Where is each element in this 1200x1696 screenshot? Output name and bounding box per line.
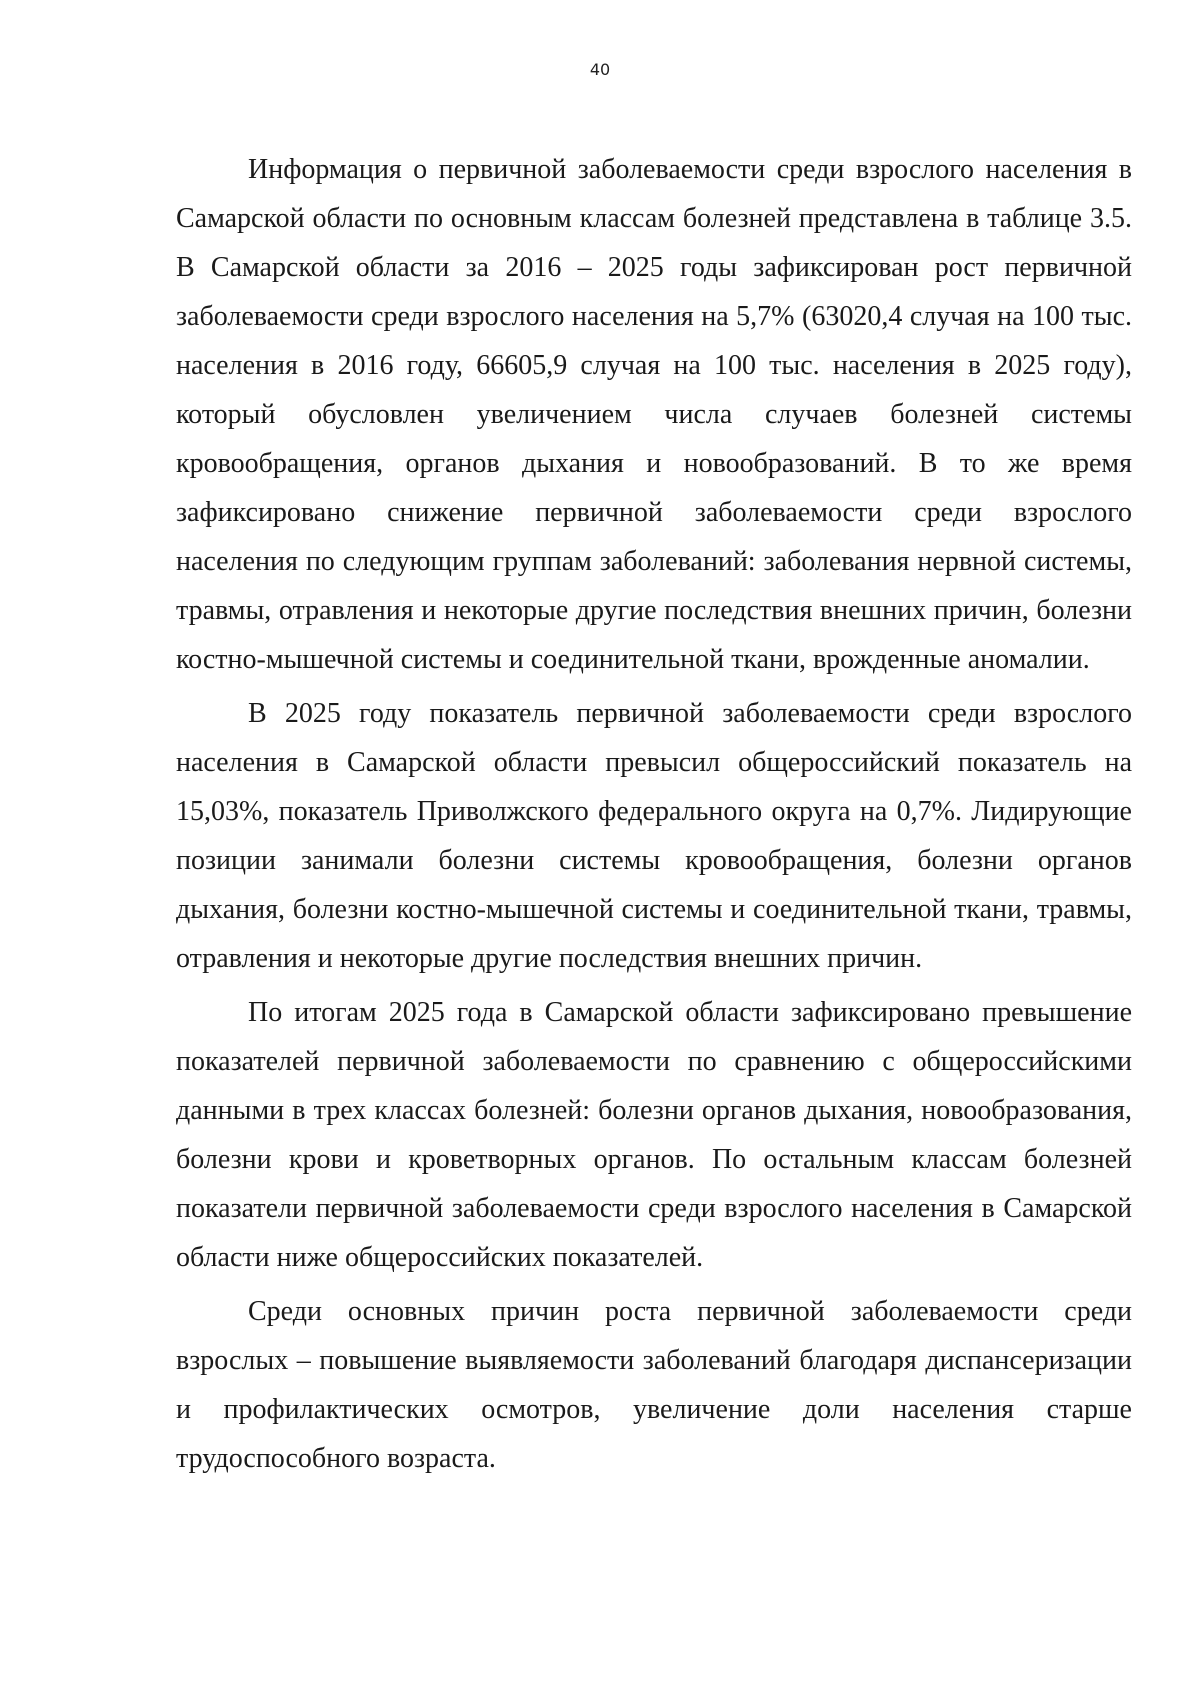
paragraph-1: Информация о первичной заболеваемости среди взрослого населения в Самарской области по основным классам болезней представлена в таблице 3.5. В Самарской области за 2016 – 2025 годы зафиксирован рост первичной заболеваемости среди взрослого населения на 5,7% (63020,4 случая на 100 тыс. населения в 2016 году, 66605,9 случая на 100 тыс. населения в 2025 году), который обусловлен увеличением числа случаев болезней системы кровообращения, органов дыхания и новообразований. В то же время зафиксировано снижение первичной заболеваемости среди взрослого населения по следующим группам заболеваний: заболевания нервной системы, травмы, отравления и некоторые другие последствия внешних причин, болезни костно-мышечной системы и соединительной ткани, врожденные аномалии. [176, 154, 1132, 675]
paragraph-4: Среди основных причин роста первичной заболеваемости среди взрослых – повышение выявляемости заболеваний благодаря диспансеризации и профилактических осмотров, увеличение доли населения старше трудоспособного возраста. [176, 1296, 1132, 1474]
paragraph-3: По итогам 2025 года в Самарской области зафиксировано превышение показателей первичной заболеваемости по сравнению с общероссийскими данными в трех классах болезней: болезни органов дыхания, новообразования, болезни крови и кроветворных органов. По остальным классам болезней показатели первичной заболеваемости среди взрослого населения в Самарской области ниже общероссийских показателей. [176, 997, 1132, 1273]
page-number: 40 [589, 60, 611, 79]
document-body [176, 145, 1132, 1488]
paragraph-2: В 2025 году показатель первичной заболеваемости среди взрослого населения в Самарской области превысил общероссийский показатель на 15,03%, показатель Приволжского федерального округа на 0,7%. Лидирующие позиции занимали болезни системы кровообращения, болезни органов дыхания, болезни костно-мышечной системы и соединительной ткани, травмы, отравления и некоторые другие последствия внешних причин. [176, 698, 1132, 974]
